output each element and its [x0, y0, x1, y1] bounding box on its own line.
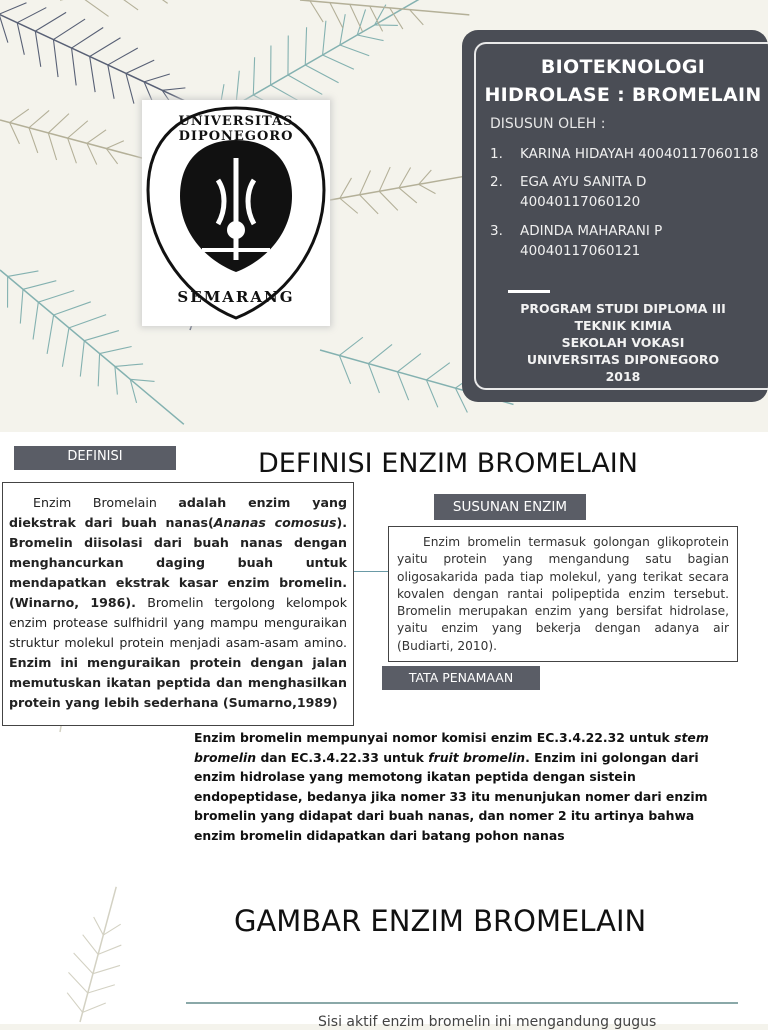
- card-title-line1: BIOTEKNOLOGI: [540, 56, 706, 78]
- logo-bottom-text: SEMARANG: [177, 288, 295, 306]
- bottom-paragraph: Sisi aktif enzim bromelin ini mengandung gugus: [318, 1014, 657, 1030]
- definisi-heading: DEFINISI ENZIM BROMELAIN: [258, 448, 638, 479]
- logo-top-text: UNIVERSITAS DIPONEGORO: [178, 114, 294, 144]
- susunan-tag: SUSUNAN ENZIM: [434, 494, 586, 520]
- compiled-by-label: DISUSUN OLEH :: [490, 116, 606, 132]
- tata-penamaan-paragraph: Enzim bromelin mempunyai nomor komisi enzim EC.3.4.22.32 untuk stem bromelin dan EC.3.4.22.33 untuk fruit bromelin. Enzim ini golongan dari enzim hidrolase yang memotong ikatan peptida dengan sistein endopeptidase, bedanya jika nomer 33 itu menunjukan nomer dari enzim bromelin yang didapat dari buah nanas, dan nomer 2 itu artinya bahwa enzim bromelin didapatkan dari batang pohon nanas: [194, 730, 709, 843]
- card-divider: [508, 290, 550, 293]
- university-logo: [142, 100, 330, 326]
- definisi-tag: DEFINISI: [14, 446, 176, 470]
- gambar-heading: GAMBAR ENZIM BROMELAIN: [234, 904, 647, 938]
- connector-line: [354, 571, 388, 572]
- tata-penamaan-tag: TATA PENAMAAN: [382, 666, 540, 690]
- susunan-box: Enzim bromelin termasuk golongan glikoprotein yaitu protein yang mengandung satu bagian oligosakarida pada tiap molekul, yang terikat secara kovalen dengan rantai polipeptida enzim tersebut. Bromelin merupakan enzim yang bersifat hidrolase, yaitu enzim yang bekerja dengan adanya air (Budiarti, 2010).: [388, 526, 738, 662]
- card-title-line2: HIDROLASE : BROMELAIN: [484, 84, 762, 106]
- title-card: BIOTEKNOLOGI HIDROLASE : BROMELAIN DISUSUN OLEH : 1. KARINA HIDAYAH 40040117060118 2. EGA AYU SANITA D 40040117060120 3. ADINDA MAHARANI P 40040117060121 PROGRAM STUDI DIPLOMA III TEKNIK KIMIA SEKOLAH VOKASI UNIVERSITAS DIPONEGORO 2018: [474, 42, 768, 390]
- definisi-box: Enzim Bromelain adalah enzim yang diekstrak dari buah nanas(Ananas comosus). Bromelin diisolasi dari buah nanas dengan menghancurkan daging buah untuk mendapatkan ekstrak kasar enzim bromelin.(Winarno, 1986). Bromelin tergolong kelompok enzim protease sulfhidril yang mampu menguraikan struktur molekul protein menjadi asam-asam amino. Enzim ini menguraikan protein dengan jalan memutuskan ikatan peptida dan menghasilkan protein yang lebih sederhana (Sumarno,1989): [2, 482, 354, 726]
- section-divider: [186, 1002, 738, 1004]
- program-info: PROGRAM STUDI DIPLOMA III TEKNIK KIMIA SEKOLAH VOKASI UNIVERSITAS DIPONEGORO 2018: [520, 301, 726, 384]
